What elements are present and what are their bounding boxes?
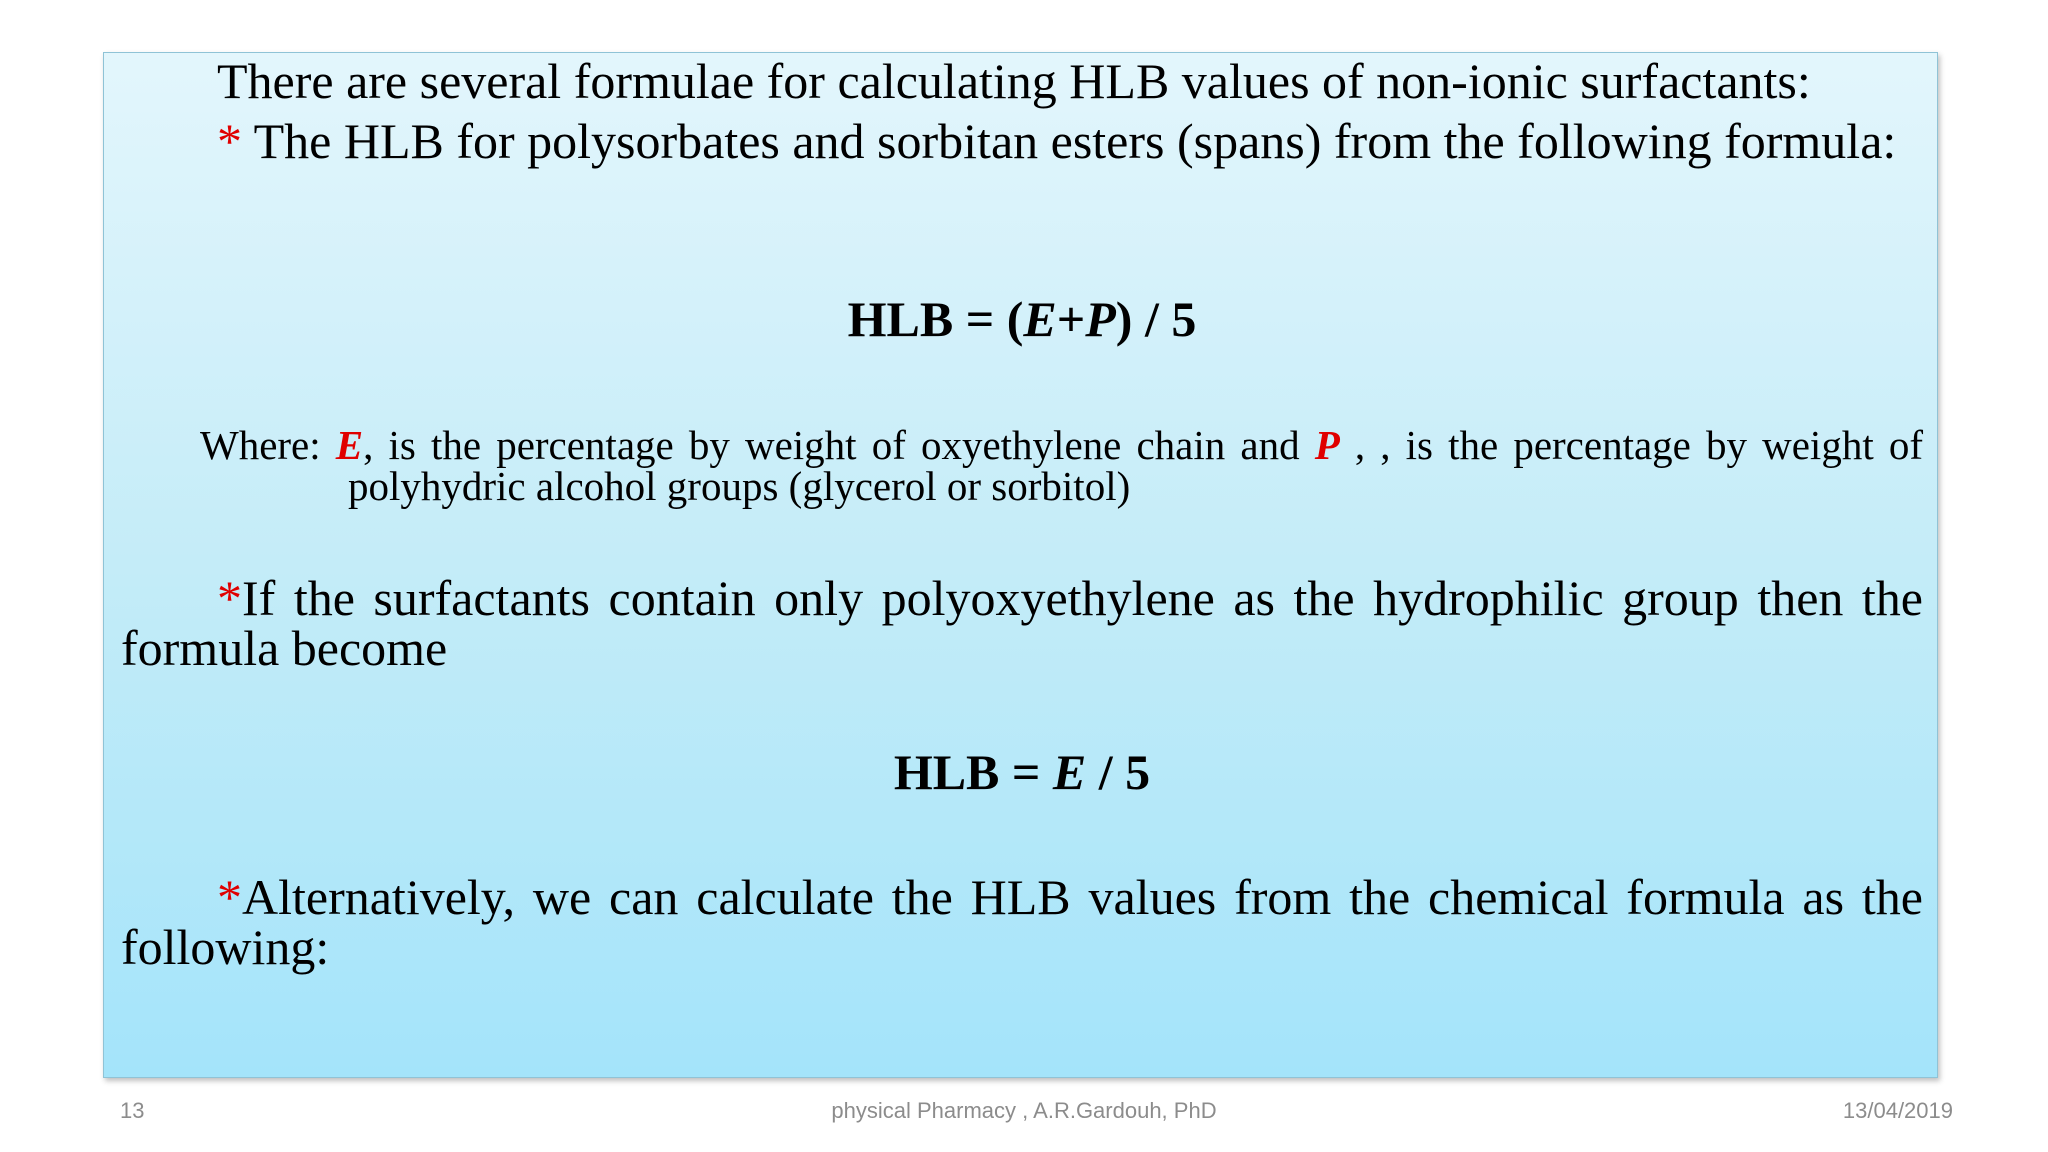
where-e: E: [335, 422, 364, 468]
alternative-text: Alternatively, we can calculate the HLB values from the chemical formula as the following:: [121, 869, 1923, 975]
bullet-asterisk: *: [217, 113, 242, 169]
formula2-lhs: HLB =: [893, 744, 1053, 800]
intro-text: There are several formulae for calculating HLB values of non-ionic surfactants:: [217, 53, 1811, 109]
footer-date: 13/04/2019: [1842, 1098, 1953, 1123]
bullet-asterisk: *: [217, 869, 242, 925]
alternative-paragraph: [121, 869, 1923, 975]
where-definition: [200, 422, 1923, 509]
intro-paragraph: [121, 53, 1923, 109]
polysorbate-text: The HLB for polysorbates and sorbitan esters (spans) from the following formula:: [242, 113, 1897, 169]
formula1-p: P: [1085, 291, 1116, 347]
footer-author: physical Pharmacy , A.R.Gardouh, PhD: [831, 1098, 1217, 1123]
formula1-rhs: ) / 5: [1115, 291, 1197, 347]
where-mid: , is the percentage by weight of oxyethylene chain and: [363, 422, 1315, 468]
slide-content-box: [103, 52, 1938, 1078]
bullet-asterisk: *: [217, 570, 242, 626]
formula1-e: E: [1023, 291, 1057, 347]
formula2-rhs: / 5: [1086, 744, 1151, 800]
formula1-lhs: HLB = (: [847, 291, 1024, 347]
formula-hlb-ep: [121, 291, 1923, 347]
polyoxyethylene-text: If the surfactants contain only polyoxyethylene as the hydrophilic group then the formula become: [121, 570, 1923, 676]
formula1-plus: +: [1056, 291, 1086, 347]
polyoxyethylene-paragraph: [121, 570, 1923, 676]
where-p: P: [1314, 422, 1340, 468]
formula-hlb-e: [121, 744, 1923, 800]
slide-number: 13: [120, 1098, 145, 1123]
where-rest: , , is the percentage by weight of polyhydric alcohol groups (glycerol or sorbitol): [348, 422, 1923, 509]
formula2-e: E: [1052, 744, 1087, 800]
where-prefix: Where:: [200, 422, 336, 468]
polysorbate-paragraph: [121, 113, 1923, 169]
